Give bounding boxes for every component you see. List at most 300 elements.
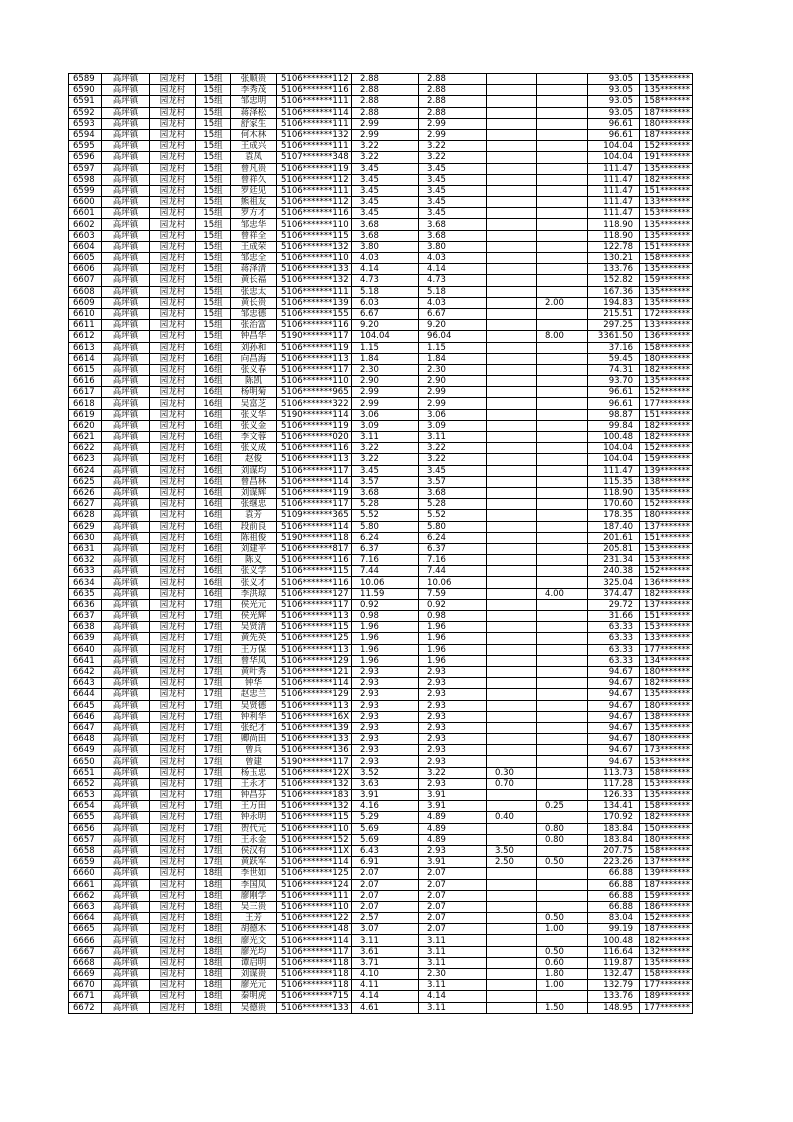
town-cell: 高坪镇: [102, 320, 150, 331]
village-cell: 园龙村: [150, 566, 196, 577]
group-cell: 16组: [196, 432, 231, 443]
value-c-cell: [537, 577, 588, 588]
row-number-cell: 6663: [69, 901, 102, 912]
town-cell: 高坪镇: [102, 230, 150, 241]
value-b-cell: [487, 957, 537, 968]
phone-cell: 132*******: [640, 946, 693, 957]
amount-cell: 37.16: [588, 342, 640, 353]
phone-cell: 158*******: [640, 342, 693, 353]
row-number-cell: 6621: [69, 432, 102, 443]
total-cell: 2.93: [352, 734, 419, 745]
group-cell: 15组: [196, 107, 231, 118]
town-cell: 高坪镇: [102, 74, 150, 85]
amount-cell: 83.04: [588, 913, 640, 924]
town-cell: 高坪镇: [102, 700, 150, 711]
group-cell: 17组: [196, 655, 231, 666]
total-cell: 2.88: [352, 74, 419, 85]
total-cell: 5.69: [352, 834, 419, 845]
phone-cell: 182*******: [640, 174, 693, 185]
value-c-cell: [537, 689, 588, 700]
table-row: [69, 655, 693, 666]
amount-cell: 93.05: [588, 74, 640, 85]
village-cell: 园龙村: [150, 823, 196, 834]
value-a-cell: 4.03: [419, 297, 487, 308]
id-number-cell: 5106*******116: [277, 208, 352, 219]
phone-cell: 135*******: [640, 219, 693, 230]
table-row: [69, 924, 693, 935]
group-cell: 18组: [196, 991, 231, 1002]
value-b-cell: [487, 174, 537, 185]
value-b-cell: [487, 611, 537, 622]
value-a-cell: 3.45: [419, 197, 487, 208]
amount-cell: 118.90: [588, 487, 640, 498]
phone-cell: 135*******: [640, 790, 693, 801]
table-row: [69, 689, 693, 700]
amount-cell: 74.31: [588, 364, 640, 375]
value-c-cell: 0.25: [537, 801, 588, 812]
value-a-cell: 4.89: [419, 834, 487, 845]
table-row: [69, 487, 693, 498]
group-cell: 16组: [196, 420, 231, 431]
id-number-cell: 5106*******117: [277, 599, 352, 610]
phone-cell: 180*******: [640, 834, 693, 845]
value-b-cell: [487, 320, 537, 331]
group-cell: 16组: [196, 376, 231, 387]
village-cell: 园龙村: [150, 689, 196, 700]
value-b-cell: [487, 543, 537, 554]
value-a-cell: 2.07: [419, 924, 487, 935]
name-cell: 邹忠华: [231, 219, 277, 230]
village-cell: 园龙村: [150, 678, 196, 689]
id-number-cell: 5106*******139: [277, 722, 352, 733]
row-number-cell: 6590: [69, 85, 102, 96]
value-c-cell: 0.80: [537, 834, 588, 845]
phone-cell: 152*******: [640, 913, 693, 924]
village-cell: 园龙村: [150, 711, 196, 722]
amount-cell: 94.67: [588, 722, 640, 733]
group-cell: 17组: [196, 790, 231, 801]
amount-cell: 207.75: [588, 845, 640, 856]
id-number-cell: 5106*******114: [277, 678, 352, 689]
amount-cell: 187.40: [588, 521, 640, 532]
value-a-cell: 4.89: [419, 812, 487, 823]
id-number-cell: 5106*******152: [277, 834, 352, 845]
value-c-cell: [537, 611, 588, 622]
row-number-cell: 6623: [69, 454, 102, 465]
group-cell: 15组: [196, 197, 231, 208]
value-b-cell: [487, 208, 537, 219]
name-cell: 袁凤: [231, 152, 277, 163]
row-number-cell: 6603: [69, 230, 102, 241]
phone-cell: 153*******: [640, 555, 693, 566]
name-cell: 廖光元: [231, 980, 277, 991]
village-cell: 园龙村: [150, 152, 196, 163]
value-b-cell: 0.70: [487, 778, 537, 789]
amount-cell: 94.67: [588, 745, 640, 756]
row-number-cell: 6638: [69, 622, 102, 633]
name-cell: 袁芳: [231, 510, 277, 521]
table-row: [69, 521, 693, 532]
value-b-cell: [487, 913, 537, 924]
value-a-cell: 2.93: [419, 700, 487, 711]
row-number-cell: 6660: [69, 868, 102, 879]
value-a-cell: 3.45: [419, 163, 487, 174]
value-b-cell: [487, 700, 537, 711]
row-number-cell: 6608: [69, 286, 102, 297]
table-row: [69, 913, 693, 924]
amount-cell: 223.26: [588, 857, 640, 868]
group-cell: 15组: [196, 74, 231, 85]
table-row: [69, 152, 693, 163]
id-number-cell: 5190*******117: [277, 331, 352, 342]
row-number-cell: 6605: [69, 253, 102, 264]
id-number-cell: 5106*******115: [277, 566, 352, 577]
value-b-cell: [487, 476, 537, 487]
phone-cell: 151*******: [640, 409, 693, 420]
value-b-cell: [487, 264, 537, 275]
phone-cell: 152*******: [640, 566, 693, 577]
name-cell: 李世如: [231, 868, 277, 879]
total-cell: 3.07: [352, 924, 419, 935]
total-cell: 3.45: [352, 465, 419, 476]
town-cell: 高坪镇: [102, 756, 150, 767]
group-cell: 18组: [196, 924, 231, 935]
id-number-cell: 5106*******965: [277, 387, 352, 398]
value-c-cell: [537, 118, 588, 129]
value-c-cell: [537, 353, 588, 364]
group-cell: 18组: [196, 946, 231, 957]
village-cell: 园龙村: [150, 331, 196, 342]
table-row: [69, 197, 693, 208]
table-row: [69, 801, 693, 812]
group-cell: 17组: [196, 599, 231, 610]
name-cell: 侯光元: [231, 599, 277, 610]
town-cell: 高坪镇: [102, 599, 150, 610]
value-b-cell: [487, 935, 537, 946]
name-cell: 吴德贵: [231, 1002, 277, 1013]
value-a-cell: 4.89: [419, 823, 487, 834]
town-cell: 高坪镇: [102, 152, 150, 163]
total-cell: 5.52: [352, 510, 419, 521]
value-c-cell: [537, 778, 588, 789]
row-number-cell: 6669: [69, 969, 102, 980]
total-cell: 3.61: [352, 946, 419, 957]
amount-cell: 117.28: [588, 778, 640, 789]
group-cell: 16组: [196, 577, 231, 588]
name-cell: 罗方才: [231, 208, 277, 219]
value-b-cell: [487, 275, 537, 286]
total-cell: 9.20: [352, 320, 419, 331]
row-number-cell: 6622: [69, 443, 102, 454]
table-row: [69, 1002, 693, 1013]
amount-cell: 93.05: [588, 85, 640, 96]
id-number-cell: 5106*******133: [277, 264, 352, 275]
id-number-cell: 5106*******110: [277, 253, 352, 264]
value-a-cell: 0.92: [419, 599, 487, 610]
value-a-cell: 3.11: [419, 946, 487, 957]
total-cell: 104.04: [352, 331, 419, 342]
name-cell: 黄跃军: [231, 857, 277, 868]
amount-cell: 134.41: [588, 801, 640, 812]
town-cell: 高坪镇: [102, 577, 150, 588]
group-cell: 15组: [196, 85, 231, 96]
table-row: [69, 376, 693, 387]
phone-cell: 153*******: [640, 622, 693, 633]
total-cell: 6.37: [352, 543, 419, 554]
value-b-cell: [487, 577, 537, 588]
value-a-cell: 5.52: [419, 510, 487, 521]
village-cell: 园龙村: [150, 465, 196, 476]
row-number-cell: 6600: [69, 197, 102, 208]
total-cell: 3.45: [352, 163, 419, 174]
amount-cell: 111.47: [588, 208, 640, 219]
value-c-cell: [537, 566, 588, 577]
name-cell: 王芳: [231, 913, 277, 924]
table-row: [69, 454, 693, 465]
phone-cell: 135*******: [640, 487, 693, 498]
value-b-cell: [487, 1002, 537, 1013]
id-number-cell: 5106*******115: [277, 812, 352, 823]
amount-cell: 111.47: [588, 174, 640, 185]
name-cell: 黄长贵: [231, 297, 277, 308]
row-number-cell: 6643: [69, 678, 102, 689]
amount-cell: 183.84: [588, 834, 640, 845]
row-number-cell: 6656: [69, 823, 102, 834]
town-cell: 高坪镇: [102, 174, 150, 185]
value-b-cell: [487, 96, 537, 107]
value-b-cell: [487, 353, 537, 364]
id-number-cell: 5106*******133: [277, 734, 352, 745]
amount-cell: 297.25: [588, 320, 640, 331]
phone-cell: 133*******: [640, 320, 693, 331]
value-c-cell: [537, 364, 588, 375]
village-cell: 园龙村: [150, 532, 196, 543]
row-number-cell: 6599: [69, 185, 102, 196]
name-cell: 卿尚田: [231, 734, 277, 745]
group-cell: 15组: [196, 331, 231, 342]
name-cell: 赵忠兰: [231, 689, 277, 700]
group-cell: 17组: [196, 801, 231, 812]
id-number-cell: 5106*******116: [277, 85, 352, 96]
village-cell: 园龙村: [150, 476, 196, 487]
row-number-cell: 6613: [69, 342, 102, 353]
phone-cell: 153*******: [640, 756, 693, 767]
town-cell: 高坪镇: [102, 946, 150, 957]
value-b-cell: [487, 734, 537, 745]
village-cell: 园龙村: [150, 834, 196, 845]
row-number-cell: 6607: [69, 275, 102, 286]
name-cell: 谭启明: [231, 957, 277, 968]
town-cell: 高坪镇: [102, 689, 150, 700]
row-number-cell: 6637: [69, 611, 102, 622]
phone-cell: 152*******: [640, 141, 693, 152]
village-cell: 园龙村: [150, 432, 196, 443]
id-number-cell: 5106*******113: [277, 644, 352, 655]
table-row: [69, 935, 693, 946]
value-a-cell: 3.68: [419, 219, 487, 230]
table-row: [69, 174, 693, 185]
village-cell: 园龙村: [150, 801, 196, 812]
phone-cell: 158*******: [640, 96, 693, 107]
amount-cell: 130.21: [588, 253, 640, 264]
amount-cell: 99.19: [588, 924, 640, 935]
value-c-cell: [537, 722, 588, 733]
name-cell: 曾华凤: [231, 655, 277, 666]
table-row: [69, 409, 693, 420]
row-number-cell: 6645: [69, 700, 102, 711]
table-row: [69, 577, 693, 588]
value-a-cell: 2.99: [419, 129, 487, 140]
value-c-cell: [537, 387, 588, 398]
amount-cell: 148.95: [588, 1002, 640, 1013]
amount-cell: 66.88: [588, 868, 640, 879]
table-row: [69, 611, 693, 622]
value-a-cell: 7.44: [419, 566, 487, 577]
value-b-cell: [487, 521, 537, 532]
row-number-cell: 6652: [69, 778, 102, 789]
value-a-cell: 3.11: [419, 957, 487, 968]
group-cell: 18组: [196, 901, 231, 912]
total-cell: 5.29: [352, 812, 419, 823]
phone-cell: 138*******: [640, 476, 693, 487]
town-cell: 高坪镇: [102, 241, 150, 252]
town-cell: 高坪镇: [102, 655, 150, 666]
group-cell: 15组: [196, 308, 231, 319]
name-cell: 张纪才: [231, 722, 277, 733]
value-c-cell: [537, 521, 588, 532]
group-cell: 17组: [196, 756, 231, 767]
row-number-cell: 6634: [69, 577, 102, 588]
value-a-cell: 3.45: [419, 185, 487, 196]
amount-cell: 133.76: [588, 264, 640, 275]
town-cell: 高坪镇: [102, 778, 150, 789]
value-c-cell: 1.50: [537, 1002, 588, 1013]
group-cell: 16组: [196, 465, 231, 476]
value-c-cell: [537, 879, 588, 890]
town-cell: 高坪镇: [102, 465, 150, 476]
amount-cell: 183.84: [588, 823, 640, 834]
id-number-cell: 5106*******322: [277, 398, 352, 409]
town-cell: 高坪镇: [102, 969, 150, 980]
amount-cell: 94.67: [588, 756, 640, 767]
total-cell: 1.96: [352, 633, 419, 644]
village-cell: 园龙村: [150, 644, 196, 655]
row-number-cell: 6596: [69, 152, 102, 163]
id-number-cell: 5106*******116: [277, 555, 352, 566]
village-cell: 园龙村: [150, 588, 196, 599]
value-b-cell: [487, 230, 537, 241]
village-cell: 园龙村: [150, 454, 196, 465]
amount-cell: 170.60: [588, 499, 640, 510]
town-cell: 高坪镇: [102, 801, 150, 812]
group-cell: 17组: [196, 845, 231, 856]
village-cell: 园龙村: [150, 253, 196, 264]
amount-cell: 116.64: [588, 946, 640, 957]
value-c-cell: [537, 543, 588, 554]
value-a-cell: 5.28: [419, 499, 487, 510]
name-cell: 邹忠明: [231, 96, 277, 107]
phone-cell: 159*******: [640, 275, 693, 286]
row-number-cell: 6602: [69, 219, 102, 230]
town-cell: 高坪镇: [102, 163, 150, 174]
village-cell: 园龙村: [150, 241, 196, 252]
village-cell: 园龙村: [150, 85, 196, 96]
village-cell: 园龙村: [150, 364, 196, 375]
town-cell: 高坪镇: [102, 611, 150, 622]
value-a-cell: 2.07: [419, 879, 487, 890]
value-b-cell: [487, 387, 537, 398]
value-a-cell: 3.45: [419, 174, 487, 185]
total-cell: 1.84: [352, 353, 419, 364]
phone-cell: 135*******: [640, 376, 693, 387]
value-a-cell: 1.96: [419, 655, 487, 666]
village-cell: 园龙村: [150, 767, 196, 778]
phone-cell: 158*******: [640, 969, 693, 980]
id-number-cell: 5106*******119: [277, 487, 352, 498]
table-row: [69, 845, 693, 856]
total-cell: 3.45: [352, 208, 419, 219]
total-cell: 6.24: [352, 532, 419, 543]
value-b-cell: [487, 599, 537, 610]
value-a-cell: 6.67: [419, 308, 487, 319]
table-row: [69, 678, 693, 689]
name-cell: 杨玉忠: [231, 767, 277, 778]
value-a-cell: 2.93: [419, 845, 487, 856]
amount-cell: 99.84: [588, 420, 640, 431]
value-b-cell: [487, 219, 537, 230]
town-cell: 高坪镇: [102, 499, 150, 510]
town-cell: 高坪镇: [102, 185, 150, 196]
table-row: [69, 969, 693, 980]
total-cell: 2.07: [352, 901, 419, 912]
village-cell: 园龙村: [150, 622, 196, 633]
table-row: [69, 756, 693, 767]
value-c-cell: [537, 510, 588, 521]
town-cell: 高坪镇: [102, 364, 150, 375]
value-c-cell: [537, 890, 588, 901]
group-cell: 16组: [196, 487, 231, 498]
row-number-cell: 6655: [69, 812, 102, 823]
group-cell: 15组: [196, 286, 231, 297]
value-c-cell: [537, 868, 588, 879]
name-cell: 李国凤: [231, 879, 277, 890]
value-c-cell: [537, 141, 588, 152]
amount-cell: 132.79: [588, 980, 640, 991]
total-cell: 5.69: [352, 823, 419, 834]
group-cell: 17组: [196, 700, 231, 711]
value-a-cell: 2.99: [419, 398, 487, 409]
table-row: [69, 946, 693, 957]
phone-cell: 138*******: [640, 711, 693, 722]
phone-cell: 182*******: [640, 432, 693, 443]
id-number-cell: 5106*******118: [277, 957, 352, 968]
value-a-cell: 4.73: [419, 275, 487, 286]
total-cell: 4.03: [352, 253, 419, 264]
town-cell: 高坪镇: [102, 264, 150, 275]
table-row: [69, 465, 693, 476]
amount-cell: 31.66: [588, 611, 640, 622]
phone-cell: 151*******: [640, 185, 693, 196]
table-row: [69, 275, 693, 286]
group-cell: 16组: [196, 543, 231, 554]
value-a-cell: 3.06: [419, 409, 487, 420]
name-cell: 王万田: [231, 801, 277, 812]
amount-cell: 100.48: [588, 935, 640, 946]
table-row: [69, 622, 693, 633]
total-cell: 3.68: [352, 230, 419, 241]
name-cell: 张义学: [231, 566, 277, 577]
amount-cell: 374.47: [588, 588, 640, 599]
